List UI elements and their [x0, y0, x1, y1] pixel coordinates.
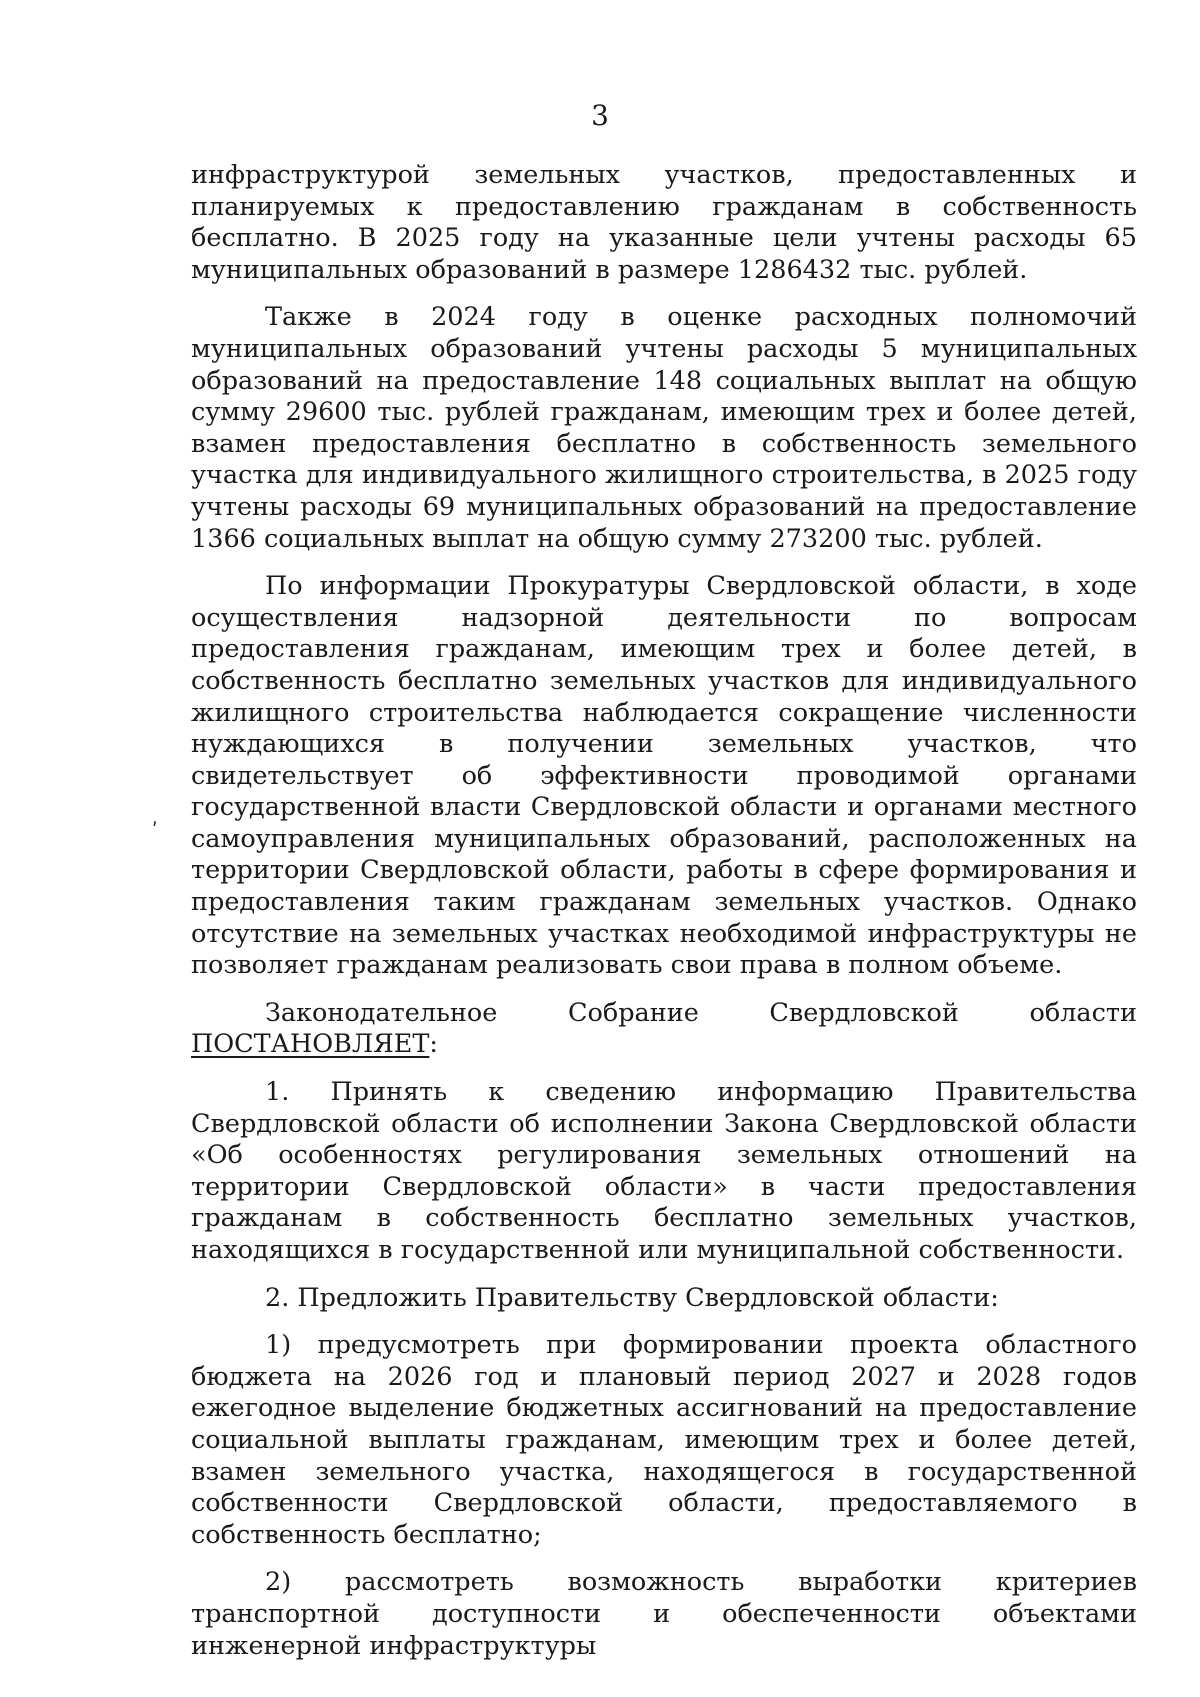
paragraph-infrastructure: инфраструктурой земельных участков, предоставленных и планируемых к предоставлению гражданам в собственность бесплатно. В 2025 году на указанные цели учтены расходы 65 муниципальных образований в размере 1286432 тыс. рублей.	[191, 160, 1137, 285]
paragraph-social-payments: Также в 2024 году в оценке расходных полномочий муниципальных образований учтены расходы 5 муниципальных образований на предоставление 148 социальных выплат на общую сумму 29600 тыс. рублей гражданам, имеющим трех и более детей, взамен предоставления бесплатно в собственность земельного участка для индивидуального жилищного строительства, в 2025 году учтены расходы 69 муниципальных образований на предоставление 1366 социальных выплат на общую сумму 273200 тыс. рублей.	[191, 302, 1137, 554]
resolution-item-2-2: 2) рассмотреть возможность выработки критериев транспортной доступности и обеспеченности объектами инженерной инфраструктуры	[191, 1567, 1137, 1661]
resolution-statement	[191, 998, 1137, 1061]
resolution-keyword: ПОСТАНОВЛЯЕТ	[191, 1029, 430, 1060]
resolution-item-2-1: 1) предусмотреть при формировании проекта областного бюджета на 2026 год и плановый период 2027 и 2028 годов ежегодное выделение бюджетных ассигнований на предоставление социальной выплаты гражданам, имеющим трех и более детей, взамен земельного участка, находящегося в государственной собственности Свердловской области, предоставляемого в собственность бесплатно;	[191, 1330, 1137, 1550]
paragraph-prosecutor-info: По информации Прокуратуры Свердловской области, в ходе осуществления надзорной деятельности по вопросам предоставления гражданам, имеющим трех и более детей, в собственность бесплатно земельных участков для индивидуального жилищного строительства наблюдается сокращение численности нуждающихся в получении земельных участков, что свидетельствует об эффективности проводимой органами государственной власти Свердловской области и органами местного самоуправления муниципальных образований, расположенных на территории Свердловской области, работы в сфере формирования и предоставления таким гражданам земельных участков. Однако отсутствие на земельных участках необходимой инфраструктуры не позволяет гражданам реализовать свои права в полном объеме.	[191, 571, 1137, 981]
resolution-item-1: 1. Принять к сведению информацию Правительства Свердловской области об исполнении Закона Свердловской области «Об особенностях регулирования земельных отношений на территории Свердловской области» в части предоставления гражданам в собственность бесплатно земельных участков, находящихся в государственной или муниципальной собственности.	[191, 1077, 1137, 1265]
resolution-lead: Законодательное Собрание Свердловской области	[265, 997, 1137, 1028]
scan-speck: ʹ	[152, 818, 158, 842]
document-body	[191, 160, 1137, 1662]
page-number: 3	[591, 99, 609, 132]
resolution-item-2: 2. Предложить Правительству Свердловской области:	[265, 1282, 999, 1313]
resolution-colon: :	[429, 1029, 438, 1060]
